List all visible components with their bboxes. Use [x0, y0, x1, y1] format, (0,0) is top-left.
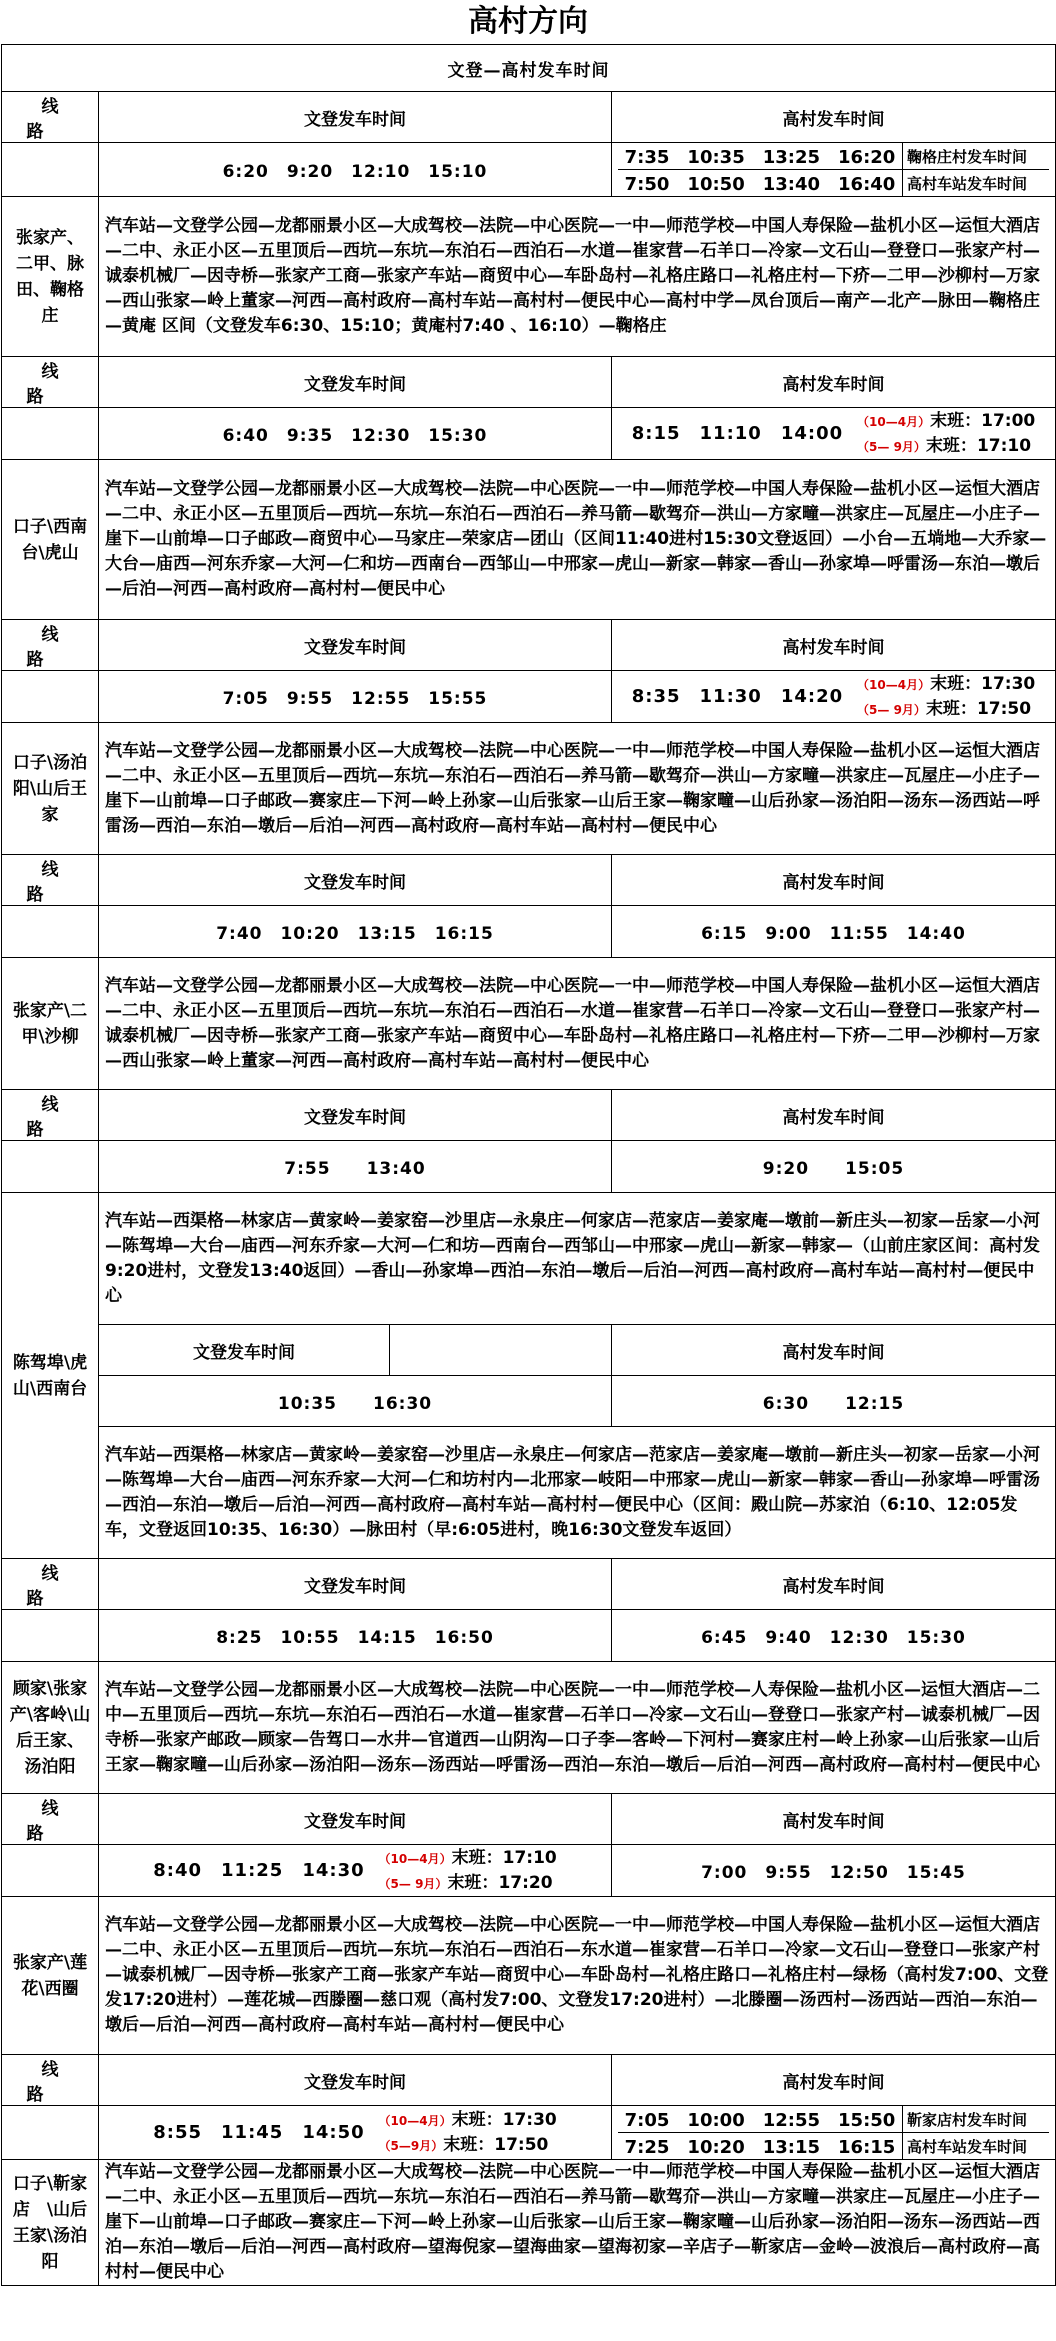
route-times-row — [2, 408, 1056, 460]
route-name: 张家产\二甲\沙柳 — [2, 958, 99, 1090]
route-detail-row — [2, 723, 1056, 855]
last-bus-winter: 17:10 — [502, 1847, 557, 1868]
gaocun-times: 9:20 15:05 — [612, 1141, 1056, 1193]
gaocun-times: 7:50 10:50 13:40 16:40 — [624, 174, 896, 195]
route-stops: 汽车站—文登学公园—龙都丽景小区—大成驾校—法院—中心医院—一中—师范学校—中国人寿保险—盐机小区—运恒大酒店—二中、永正小区—五里顶后—西坑—东坑—东泊石—西泊石—水道—崔家营—石羊口—冷家—文石山—登登口—张家产村—诚泰机械厂—因寺桥—张家产工商—张家产车站—商贸中心—车卧岛村—礼格庄路口—礼格庄村—下疥—二甲—沙柳村—万家—西山张家—岭上董家—河西—高村政府—高村车站—高村村—便民中心 — [99, 958, 1056, 1090]
gaocun-times: 8:35 11:30 14:20 — [631, 685, 844, 707]
route-header-row — [2, 620, 1056, 671]
gaocun-depart-header: 高村发车时间 — [612, 855, 1056, 906]
gaocun-depart-header: 高村发车时间 — [612, 1794, 1056, 1845]
route-stops: 汽车站—文登学公园—龙都丽景小区—大成驾校—法院—中心医院—一中—师范学校—中国人寿保险—盐机小区—运恒大酒店—二中、永正小区—五里顶后—西坑—东坑—东泊石—西泊石—养马箭—歇驾夼—洪山—方家疃—洪家庄—瓦屋庄—小庄子—崖下—山前埠—口子邮政—赛家庄—下河—岭上孙家—山后张家—山后王家—鞠家疃—山后孙家—汤泊阳—汤东—汤西站—西泊—东泊—墩后—后泊—河西—高村政府—望海倪家—望海曲家—望海初家—辛店子—靳家店—金岭—波浪后—高村政府—高村村—便民中心 — [99, 2160, 1056, 2286]
last-bus-info: （10—4月）末班：17:10 （5— 9月）末班：17:20 — [378, 1847, 557, 1893]
last-bus-winter: 17:30 — [502, 2109, 557, 2130]
route-detail-row — [2, 2160, 1056, 2286]
wendeng-times: 6:40 9:35 12:30 15:30 — [99, 408, 612, 460]
last-bus-info: （10—4月）末班：17:00 （5— 9月）末班：17:10 — [857, 410, 1036, 456]
route-times-row — [2, 1845, 1056, 1897]
line-header: 线 路 — [2, 92, 99, 143]
depart-point-label: 靳家店村发车时间 — [903, 2106, 1050, 2133]
schedule-table — [1, 44, 1056, 2286]
route-name: 张家产、二甲、脉田、鞠格庄 — [2, 197, 99, 357]
route-name: 顾家\张家产\客岭\山后王家、汤泊阳 — [2, 1662, 99, 1794]
route-header-row — [2, 1325, 1056, 1376]
route-times-row — [2, 2106, 1056, 2160]
last-bus-summer: 17:20 — [498, 1872, 553, 1893]
depart-point-label: 鞠格庄村发车时间 — [903, 143, 1050, 170]
route-detail-row — [2, 460, 1056, 620]
wendeng-depart-header: 文登发车时间 — [99, 1559, 612, 1610]
route-times-row — [2, 1141, 1056, 1193]
route-header-row — [2, 1559, 1056, 1610]
season-summer-label: （5— 9月） — [857, 702, 926, 717]
page-title: 高村方向 — [468, 4, 588, 39]
last-bus-summer: 17:10 — [976, 435, 1032, 456]
route-detail-row — [2, 1662, 1056, 1794]
season-summer-label: （5— 9月） — [857, 439, 926, 454]
route-stops: 汽车站—文登学公园—龙都丽景小区—大成驾校—法院—中心医院—一中—师范学校—中国人寿保险—盐机小区—运恒大酒店—二中、永正小区—五里顶后—西坑—东坑—东泊石—西泊石—水道—崔家营—石羊口—冷家—文石山—登登口—张家产村—诚泰机械厂—因寺桥—张家产工商—张家产车站—商贸中心—车卧岛村—礼格庄路口—礼格庄村—下疥—二甲—沙柳村—万家—西山张家—岭上董家—河西—高村政府—高村车站—高村村—便民中心—高村中学—凤台顶后—南产—北产—脉田—鞠格庄—黄庵 区间（文登发车6:30、15:10；黄庵村7:40 、16:10）—鞠格庄 — [99, 197, 1056, 357]
wendeng-times: 8:55 11:45 14:50 — [153, 2121, 365, 2143]
wendeng-times: 10:35 16:30 — [99, 1376, 612, 1427]
route-times-row — [2, 1376, 1056, 1427]
line-header: 线 路 — [2, 1794, 99, 1845]
season-winter-label: （10—4月） — [857, 414, 931, 429]
depart-point-label: 高村车站发车时间 — [903, 170, 1050, 197]
wendeng-times: 7:55 13:40 — [99, 1141, 612, 1193]
last-bus-winter: 17:00 — [981, 410, 1036, 431]
wendeng-depart-header: 文登发车时间 — [99, 2055, 612, 2106]
gaocun-times: 6:30 12:15 — [612, 1376, 1056, 1427]
route-detail-row — [2, 197, 1056, 357]
route-header-row — [2, 2055, 1056, 2106]
route-header-row — [2, 92, 1056, 143]
wendeng-times: 8:25 10:55 14:15 16:50 — [99, 1610, 612, 1662]
wendeng-depart-header: 文登发车时间 — [99, 1794, 612, 1845]
line-header: 线 路 — [2, 1090, 99, 1141]
route-stops: 汽车站—文登学公园—龙都丽景小区—大成驾校—法院—中心医院—一中—师范学校—人寿保险—盐机小区—运恒大酒店—二中—五里顶后—西坑—东坑—东泊石—西泊石—水道—崔家营—石羊口—冷家—文石山—登登口—张家产村—诚泰机械厂—因寺桥—张家产邮政—顾家—告驾口—水井—官道西—山阴沟—口子李—客岭—下河村—赛家庄村—岭上孙家—山后张家—山后王家—鞠家疃—山后孙家—汤泊阳—汤东—汤西站—呼雷汤—西泊—东泊—墩后—后泊—河西—高村政府—高村村—便民中心 — [99, 1662, 1056, 1794]
wendeng-times: 7:05 9:55 12:55 15:55 — [99, 671, 612, 723]
gaocun-times: 7:05 10:00 12:55 15:50 — [618, 2106, 903, 2133]
line-header: 线 路 — [2, 1559, 99, 1610]
season-winter-label: （10—4月） — [857, 677, 931, 692]
gaocun-depart-header: 高村发车时间 — [612, 2055, 1056, 2106]
season-winter-label: （10—4月） — [378, 1851, 452, 1866]
route-name: 陈驾埠\虎山\西南台 — [2, 1193, 99, 1559]
last-bus-info: （10—4月）末班：17:30 （5— 9月）末班：17:50 — [857, 673, 1036, 719]
route-header-row — [2, 357, 1056, 408]
route-stops: 汽车站—文登学公园—龙都丽景小区—大成驾校—法院—中心医院—一中—师范学校—中国人寿保险—盐机小区—运恒大酒店—二中、永正小区—五里顶后—西坑—东坑—东泊石—西泊石—养马箭—歇驾夼—洪山—方家疃—洪家庄—瓦屋庄—小庄子—崖下—山前埠—口子邮政—赛家庄—下河—岭上孙家—山后张家—山后王家—鞠家疃—山后孙家—汤泊阳—汤东—汤西站—呼雷汤—西泊—东泊—墩后—后泊—河西—高村政府—高村车站—高村村—便民中心 — [99, 723, 1056, 855]
wendeng-depart-header: 文登发车时间 — [99, 92, 612, 143]
gaocun-depart-header: 高村发车时间 — [612, 1325, 1056, 1376]
wendeng-times: 7:40 10:20 13:15 16:15 — [99, 906, 612, 958]
gaocun-depart-header: 高村发车时间 — [612, 1559, 1056, 1610]
route-times-row — [2, 671, 1056, 723]
route-header-row — [2, 855, 1056, 906]
route-times-row — [2, 906, 1056, 958]
route-name: 口子\汤泊阳\山后王家 — [2, 723, 99, 855]
route-times-row — [2, 1610, 1056, 1662]
route-name: 口子\西南台\虎山 — [2, 460, 99, 620]
route-times-row — [2, 143, 1056, 197]
wendeng-times: 8:40 11:25 14:30 — [153, 1859, 365, 1881]
route-stops: 汽车站—文登学公园—龙都丽景小区—大成驾校—法院—中心医院—一中—师范学校—中国人寿保险—盐机小区—运恒大酒店—二中、永正小区—五里顶后—西坑—东坑—东泊石—西泊石—养马箭—歇驾夼—洪山—方家疃—洪家庄—瓦屋庄—小庄子—崖下—山前埠—口子邮政—商贸中心—马家庄—荣家店—团山（区间11:40进村15:30文登返回）—小台—五埫地—大乔家—大台—庙西—河东乔家—大河—仁和坊—西南台—西邹山—中邢家—虎山—新家—韩家—香山—孙家埠—呼雷汤—东泊—墩后—后泊—河西—高村政府—高村村—便民中心 — [99, 460, 1056, 620]
depart-point-label: 高村车站发车时间 — [903, 2133, 1050, 2160]
season-winter-label: （10—4月） — [378, 2113, 452, 2128]
wendeng-depart-header: 文登发车时间 — [99, 1090, 612, 1141]
gaocun-times: 7:00 9:55 12:50 15:45 — [612, 1845, 1056, 1897]
wendeng-depart-header: 文登发车时间 — [99, 357, 612, 408]
wendeng-depart-header: 文登发车时间 — [99, 1325, 390, 1376]
line-header: 线 路 — [2, 620, 99, 671]
gaocun-times: 7:25 10:20 13:15 16:15 — [624, 2137, 896, 2158]
line-header: 线 路 — [2, 855, 99, 906]
wendeng-depart-header: 文登发车时间 — [99, 855, 612, 906]
route-detail-row — [2, 1897, 1056, 2055]
gaocun-depart-header: 高村发车时间 — [612, 357, 1056, 408]
gaocun-depart-header: 高村发车时间 — [612, 620, 1056, 671]
line-header: 线 路 — [2, 2055, 99, 2106]
route-header-row — [2, 1090, 1056, 1141]
route-stops: 汽车站—西渠格—林家店—黄家岭—姜家窑—沙里店—永泉庄—何家店—范家店—姜家庵—墩前—新庄头—初家—岳家—小河—陈驾埠—大台—庙西—河东乔家—大河—仁和坊—西南台—西邹山—中邢家—虎山—新家—韩家—（山前庄家区间：高村发9:20进村，文登发13:40返回）—香山—孙家埠—西泊—东泊—墩后—后泊—河西—高村政府—高村车站—高村村—便民中心 — [99, 1193, 1056, 1325]
route-header-row — [2, 1794, 1056, 1845]
last-bus-winter: 17:30 — [981, 673, 1036, 694]
last-bus-info: （10—4月）末班：17:30 （5—9月）末班：17:50 — [378, 2109, 557, 2155]
last-bus-summer: 17:50 — [494, 2134, 549, 2155]
route-name: 张家产\莲花\西圈 — [2, 1897, 99, 2055]
schedule-subtitle: 文登—高村发车时间 — [2, 45, 1056, 92]
route-detail-row — [2, 1193, 1056, 1325]
route-name: 口子\靳家店 \山后王家\汤泊阳 — [2, 2160, 99, 2286]
gaocun-times: 8:15 11:10 14:00 — [631, 422, 844, 444]
gaocun-depart-header: 高村发车时间 — [612, 1090, 1056, 1141]
route-detail-row — [2, 1427, 1056, 1559]
route-detail-row — [2, 958, 1056, 1090]
route-stops: 汽车站—西渠格—林家店—黄家岭—姜家窑—沙里店—永泉庄—何家店—范家店—姜家庵—墩前—新庄头—初家—岳家—小河—陈驾埠—大台—庙西—河东乔家—大河—仁和坊村内—北邢家—岐阳—中邢家—虎山—新家—韩家—香山—孙家埠—呼雷汤—西泊—东泊—墩后—后泊—河西—高村政府—高村车站—高村村—便民中心（区间：殿山院—苏家泊（6:10、12:05发车，文登返回10:35、16:30）—脉田村（早:6:05进村，晚16:30文登发车返回） — [99, 1427, 1056, 1559]
gaocun-times: 6:15 9:00 11:55 14:40 — [612, 906, 1056, 958]
gaocun-depart-header: 高村发车时间 — [612, 92, 1056, 143]
route-stops: 汽车站—文登学公园—龙都丽景小区—大成驾校—法院—中心医院—一中—师范学校—中国人寿保险—盐机小区—运恒大酒店—二中、永正小区—五里顶后—西坑—东坑—东泊石—西泊石—东水道—崔家营—石羊口—冷家—文石山—登登口—张家产村—诚泰机械厂—因寺桥—张家产工商—张家产车站—商贸中心—车卧岛村—礼格庄路口—礼格庄村—绿杨（高村发7:00、文登发17:20进村）—莲花城—西滕圈—慈口观（高村发7:00、文登发17:20进村）—北滕圈—汤西村—汤西站—西泊—东泊—墩后—后泊—河西—高村政府—高村车站—高村村—便民中心 — [99, 1897, 1056, 2055]
last-bus-summer: 17:50 — [976, 698, 1032, 719]
season-summer-label: （5—9月） — [378, 2138, 444, 2153]
line-header: 线 路 — [2, 357, 99, 408]
wendeng-depart-header: 文登发车时间 — [99, 620, 612, 671]
season-summer-label: （5— 9月） — [378, 1876, 448, 1891]
wendeng-times: 6:20 9:20 12:10 15:10 — [99, 143, 612, 197]
gaocun-times: 6:45 9:40 12:30 15:30 — [612, 1610, 1056, 1662]
gaocun-times: 7:35 10:35 13:25 16:20 — [618, 143, 903, 170]
